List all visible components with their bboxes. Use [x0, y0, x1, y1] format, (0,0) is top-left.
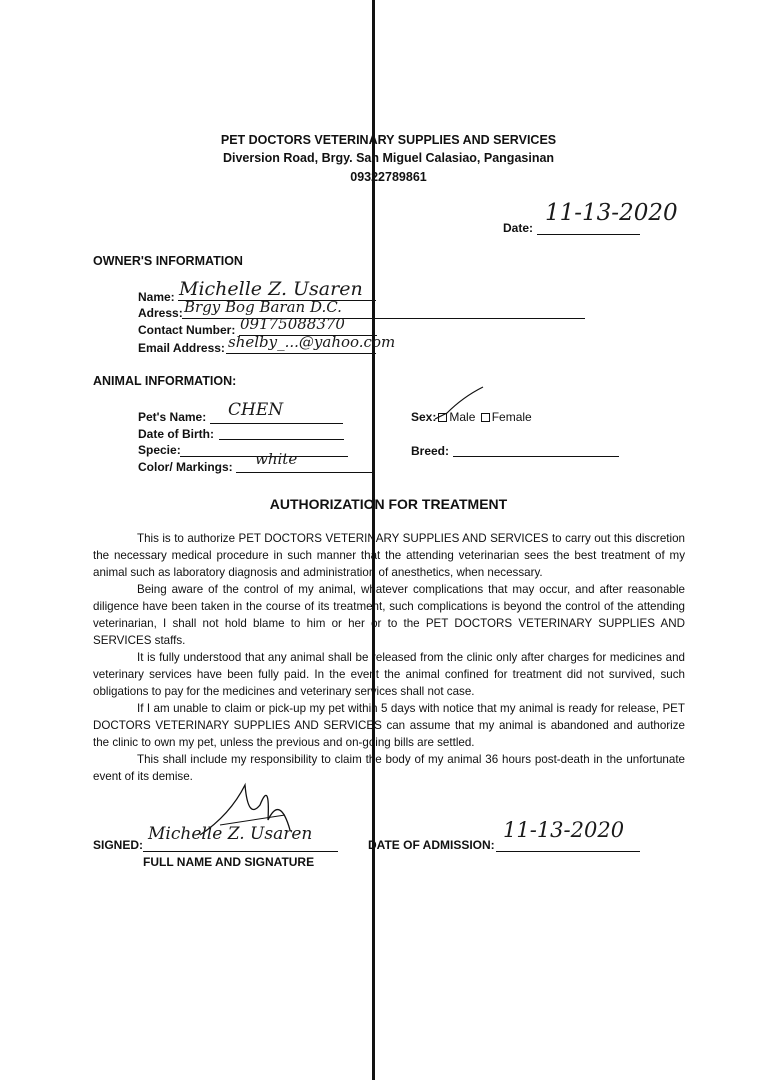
male-check-mark-icon	[433, 385, 485, 423]
sex-female-label: Female	[491, 410, 532, 424]
signed-line	[143, 851, 338, 852]
owner-contact-label: Contact Number:	[138, 323, 236, 337]
pet-name-label: Pet's Name:	[138, 410, 207, 424]
clinic-address: Diversion Road, Brgy. San Miguel Calasiao, Pangasinan	[222, 151, 555, 165]
clinic-name: PET DOCTORS VETERINARY SUPPLIES AND SERVICES	[220, 133, 557, 147]
authorization-paragraph-3: It is fully understood that any animal shall be released from the clinic only after charges for medicines and veterinary services have been fully paid. In the event the animal confined for treatment did not survived, such obligations to pay for the medicines and veterinary services shall not case.	[93, 651, 685, 698]
specie-label: Specie:	[138, 443, 181, 457]
owner-email-label: Email Address:	[138, 341, 225, 355]
owner-address-label: Adress:	[138, 306, 183, 320]
color-label: Color/ Markings:	[138, 460, 233, 474]
admission-value: 11-13-2020	[503, 818, 625, 842]
owner-section-title: OWNER'S INFORMATION	[93, 254, 243, 268]
authorization-paragraph-1: This is to authorize PET DOCTORS VETERINARY SUPPLIES AND SERVICES to carry out this discretion the necessary medical procedure in such manner that the attending veterinarian sees the best treatment of my animal such as laboratory diagnosis and administration of anesthetics, when necessary.	[93, 532, 685, 579]
authorization-paragraph-2: Being aware of the control of my animal, whatever complications that may occur, and after reasonable diligence have been taken in the course of its treatment, such complications is beyond the control of the attending veterinarian, I shall not hold blame to him or her or to the PET DOCTORS VETERINARY SUPPLIES AND SERVICES staffs.	[93, 583, 685, 647]
pet-name-line	[210, 423, 343, 424]
breed-label: Breed:	[411, 444, 450, 458]
animal-section-title: ANIMAL INFORMATION:	[93, 374, 237, 388]
date-line	[537, 234, 640, 235]
authorization-paragraph-5: This shall include my responsibility to claim the body of my animal 36 hours post-death in the unfortunate event of its demise.	[93, 753, 685, 783]
dob-line	[219, 439, 344, 440]
authorization-paragraph-4: If I am unable to claim or pick-up my pet within 5 days with notice that my animal is ready for release, PET DOCTORS VETERINARY SUPPLIES AND SERVICES can assume that my animal is abandoned and authorize the clinic to own my pet, unless the previous and on-going bills are settled.	[93, 702, 685, 749]
owner-email-value: shelby_...@yahoo.com	[228, 333, 396, 351]
signed-label: SIGNED:	[93, 838, 144, 852]
authorization-title: AUTHORIZATION FOR TREATMENT	[269, 496, 508, 512]
pet-name-value: CHEN	[228, 400, 284, 420]
sex-label: Sex:	[411, 410, 437, 424]
admission-line	[496, 851, 640, 852]
owner-name-label: Name:	[138, 290, 175, 304]
color-value: white	[255, 450, 298, 468]
color-line	[236, 472, 374, 473]
owner-address-value: Brgy Bog Baran D.C.	[184, 298, 342, 316]
sex-male-label: Male	[449, 410, 476, 424]
owner-contact-value: 09175088370	[240, 315, 345, 333]
clinic-phone: 09322789861	[350, 170, 427, 184]
admission-label: DATE OF ADMISSION:	[368, 838, 495, 852]
owner-name-value: Michelle Z. Usaren	[179, 278, 363, 300]
date-value: 11-13-2020	[545, 200, 678, 226]
date-label: Date:	[503, 221, 534, 235]
breed-line	[453, 456, 619, 457]
signed-value: Michelle Z. Usaren	[148, 824, 313, 844]
full-name-caption: FULL NAME AND SIGNATURE	[143, 855, 315, 869]
owner-email-line	[226, 353, 376, 354]
dob-label: Date of Birth:	[138, 427, 214, 441]
